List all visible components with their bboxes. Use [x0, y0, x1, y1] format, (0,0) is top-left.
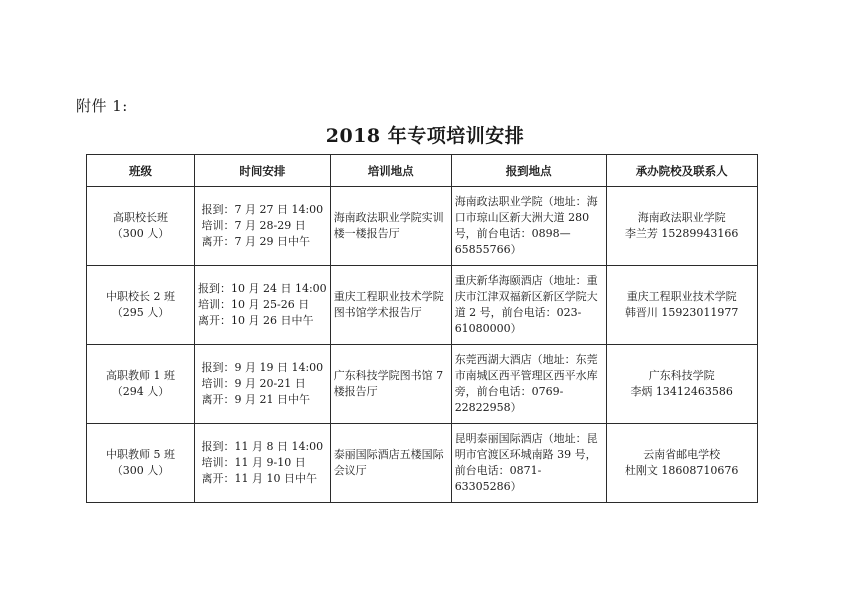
time-training: 培训：7 月 28-29 日	[201, 219, 306, 232]
training-site: 广东科技学院图书馆 7 楼报告厅	[333, 369, 444, 398]
organizer-cell	[606, 424, 757, 503]
class-cell	[87, 345, 195, 424]
class-cell	[87, 187, 195, 266]
time-cell	[195, 345, 331, 424]
time-cell	[195, 424, 331, 503]
class-cell	[87, 266, 195, 345]
training-site-cell	[330, 187, 451, 266]
time-report: 报到：11 月 8 日 14:00	[201, 440, 324, 453]
report-site: 东莞西湖大酒店（地址：东莞市南城区西平管理区西平水库旁，前台电话：0769-22822958）	[454, 353, 598, 414]
time-cell	[195, 187, 331, 266]
document-title: 2018 年专项培训安排	[325, 125, 525, 147]
organizer-name: 广东科技学院	[648, 369, 715, 382]
training-site-cell	[330, 424, 451, 503]
class-size: （295 人）	[111, 306, 170, 319]
header-organizer: 承办院校及联系人	[606, 155, 757, 187]
contact-person: 李兰芳 15289943166	[624, 227, 739, 240]
time-training: 培训：10 月 25-26 日	[198, 298, 310, 311]
contact-person: 韩晋川 15923011977	[624, 306, 739, 319]
time-leave: 离开：9 月 21 日中午	[201, 393, 310, 406]
header-class: 班级	[87, 155, 195, 187]
organizer-cell	[606, 266, 757, 345]
time-report: 报到：7 月 27 日 14:00	[201, 203, 324, 216]
organizer-cell	[606, 345, 757, 424]
time-leave: 离开：11 月 10 日中午	[201, 472, 317, 485]
organizer-cell	[606, 187, 757, 266]
time-leave: 离开：7 月 29 日中午	[201, 235, 310, 248]
table-row	[87, 424, 758, 503]
training-site-cell	[330, 266, 451, 345]
training-schedule-table	[86, 154, 758, 503]
report-site: 昆明泰丽国际酒店（地址：昆明市官渡区环城南路 39 号，前台电话：0871-63305286）	[454, 432, 598, 493]
table-row	[87, 187, 758, 266]
time-report: 报到：9 月 19 日 14:00	[201, 361, 324, 374]
time-training: 培训：11 月 9-10 日	[201, 456, 306, 469]
class-size: （300 人）	[111, 227, 170, 240]
contact-person: 李炳 13412463586	[630, 385, 733, 398]
report-site: 重庆新华海颐酒店（地址：重庆市江津双福新区新区学院大道 2 号，前台电话：023-61080000）	[454, 274, 598, 335]
header-time: 时间安排	[195, 155, 331, 187]
organizer-name: 云南省邮电学校	[643, 448, 721, 461]
training-site: 海南政法职业学院实训楼一楼报告厅	[333, 211, 444, 240]
time-leave: 离开：10 月 26 日中午	[198, 314, 314, 327]
table-row	[87, 345, 758, 424]
report-site-cell	[451, 187, 606, 266]
organizer-name: 重庆工程职业技术学院	[626, 290, 737, 303]
training-site-cell	[330, 345, 451, 424]
class-name: 高职教师 1 班	[106, 369, 175, 382]
organizer-name: 海南政法职业学院	[637, 211, 726, 224]
report-site-cell	[451, 424, 606, 503]
report-site: 海南政法职业学院（地址：海口市琼山区新大洲大道 280 号，前台电话：0898—65855766）	[454, 195, 598, 256]
time-report: 报到：10 月 24 日 14:00	[198, 282, 327, 295]
header-training-site: 培训地点	[330, 155, 451, 187]
time-cell	[195, 266, 331, 345]
table-row	[87, 266, 758, 345]
report-site-cell	[451, 345, 606, 424]
contact-person: 杜刚文 18608710676	[624, 464, 739, 477]
report-site-cell	[451, 266, 606, 345]
class-size: （294 人）	[111, 385, 170, 398]
training-site: 泰丽国际酒店五楼国际会议厅	[333, 448, 444, 477]
class-name: 中职校长 2 班	[106, 290, 175, 303]
class-size: （300 人）	[111, 464, 170, 477]
class-name: 高职校长班	[113, 211, 168, 224]
header-report-site: 报到地点	[451, 155, 606, 187]
training-site: 重庆工程职业技术学院图书馆学术报告厅	[333, 290, 444, 319]
class-name: 中职教师 5 班	[106, 448, 175, 461]
table-header-row	[87, 155, 758, 187]
time-training: 培训：9 月 20-21 日	[201, 377, 306, 390]
attachment-label: 附件 1:	[76, 97, 128, 115]
class-cell	[87, 424, 195, 503]
